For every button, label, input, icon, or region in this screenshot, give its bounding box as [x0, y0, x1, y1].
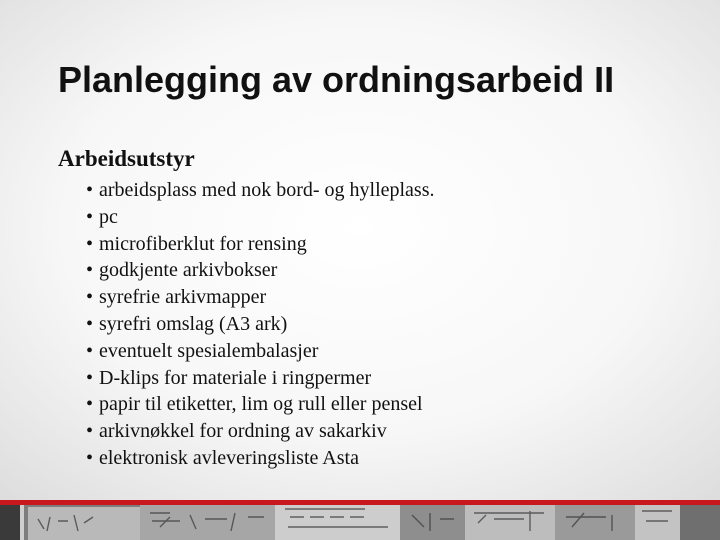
list-item-text: elektronisk avleveringsliste Asta — [99, 446, 359, 469]
list-item — [86, 365, 435, 392]
bullet-icon: • — [86, 446, 94, 469]
list-item-text: D-klips for materiale i ringpermer — [99, 366, 372, 389]
list-item-text: arbeidsplass med nok bord- og hylleplass. — [99, 179, 435, 201]
list-item-text: syrefrie arkivmapper — [99, 286, 267, 309]
list-item — [86, 257, 435, 284]
list-item-text: pc — [99, 205, 118, 228]
bullet-icon: • — [86, 366, 94, 389]
list-item-text: godkjente arkivbokser — [99, 259, 278, 282]
list-item — [86, 311, 435, 338]
bullet-icon: • — [86, 179, 94, 201]
bullet-icon: • — [86, 312, 94, 335]
bullet-icon: • — [86, 339, 94, 362]
bullet-icon: • — [86, 232, 94, 255]
list-item — [86, 284, 435, 311]
bullet-icon: • — [86, 259, 94, 282]
bullet-list — [86, 177, 435, 472]
list-item-text: eventuelt spesialembalasjer — [99, 339, 319, 362]
list-item-text: syrefri omslag (A3 ark) — [99, 312, 288, 335]
bullet-icon: • — [86, 420, 94, 443]
list-item — [86, 391, 435, 418]
footer-photo-strip — [0, 500, 720, 540]
list-item — [86, 204, 435, 231]
list-item — [86, 445, 435, 472]
bullet-icon: • — [86, 205, 94, 228]
archive-photo-image — [0, 505, 720, 540]
list-item-text: arkivnøkkel for ordning av sakarkiv — [99, 420, 387, 443]
list-item — [86, 231, 435, 258]
list-item-text: microfiberklut for rensing — [99, 232, 307, 255]
slide-title: Planlegging av ordningsarbeid II — [58, 59, 615, 100]
list-item — [86, 418, 435, 445]
section-heading: Arbeidsutstyr — [58, 146, 195, 171]
list-item-text: papir til etiketter, lim og rull eller pensel — [99, 393, 423, 416]
bullet-icon: • — [86, 393, 94, 416]
list-item — [86, 338, 435, 365]
bullet-icon: • — [86, 286, 94, 309]
list-item — [86, 177, 435, 204]
